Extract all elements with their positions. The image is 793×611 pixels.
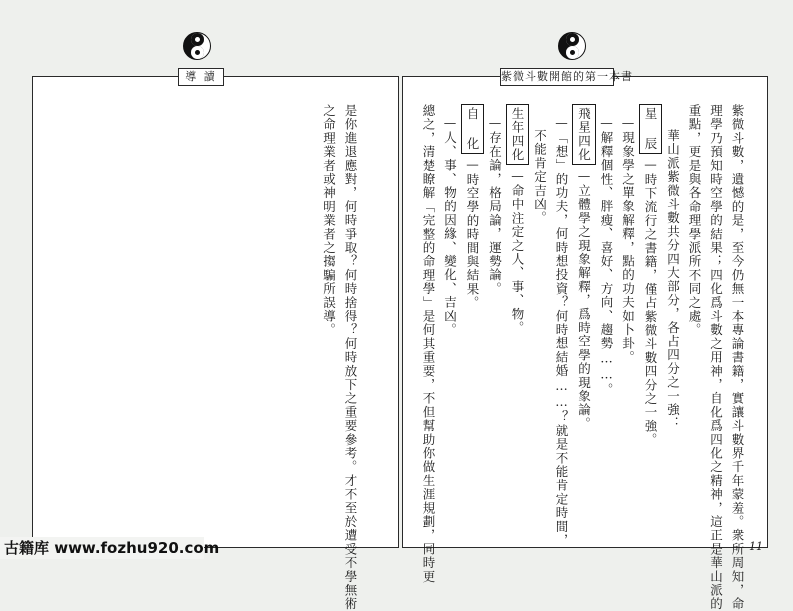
yin-yang-icon [183,32,211,60]
column-text: —命中注定之人、事、物。 [510,167,525,335]
column-text: —人、事、物的因緣、變化、吉凶。 [442,115,458,337]
right_page-text-column [439,104,461,534]
right_page-text-column [727,104,749,611]
right_page-text-column [662,104,684,534]
yin-yang-icon [558,32,586,60]
column-text: —時下流行之書籍，僅占紫微斗數四分之一強。 [643,156,658,447]
column-text: 紫微斗數，遺憾的是，至今仍無一本專論書籍，實讓斗數界千年蒙羞。衆所周知，命 [730,104,745,611]
right_page-text-column [572,104,596,534]
page-number: 11 [749,540,763,553]
right_page-text-column [705,104,727,611]
column-text: 總之，清楚瞭解「完整的命理學」是何其重要，不但幫助你做生涯規劃，同時更 [421,104,436,584]
right_page-text-column [484,104,506,534]
column-text: —現象學之單象解釋，點的功夫如卜卦。 [620,115,636,365]
right_page-text-column [639,104,663,534]
site-watermark: 古籍库 www.fozhu920.com [0,537,204,559]
right_page-text-column [529,104,551,534]
right_page-text-column [461,104,485,534]
left_page-text-column [340,104,362,611]
right_page-text-column [684,104,706,534]
column-text: —解釋個性、胖瘦、喜好、方向、趨勢……。 [599,115,614,397]
column-text: 華山派紫微斗數共分四大部分，各占四分之一強： [665,129,681,431]
column-text: 之命理業者或神明業者之搊騙所誤導。 [321,104,337,337]
column-text: —立體學之現象解釋，爲時空學的現象論。 [576,167,592,431]
right-page-body [418,104,748,611]
column-text: 重點，更是與各命理學派所不同之處。 [687,104,702,337]
column-text: —時空學的時間與結果。 [465,156,480,310]
right_page-text-column [506,104,530,534]
column-text: 是你進退應對，何時爭取？何時捨得？何時放下之重要參考。才不至於遭受不學無術 [343,104,358,611]
right_page-text-column [596,104,618,534]
section-heading-box: 星 辰 [639,104,663,154]
right_page-text-column [551,104,573,548]
section-heading-box: 飛星四化 [572,104,596,165]
right-page-header: 紫微斗數開館的第一本書 [500,68,614,86]
left-page-body [281,104,361,611]
right_page-text-column [418,104,440,584]
right_page-text-column [617,104,639,534]
section-heading-box: 生年四化 [506,104,530,165]
left-page-header: 導 讀 [178,68,224,86]
section-heading-box: 自 化 [461,104,485,154]
column-text: 理學乃預知時空學的結果；四化爲斗數之用神，自化爲四化之精神，這正是華山派的 [708,104,724,611]
column-text: 不能肯定吉凶。 [532,129,548,225]
column-text: —存在論，格局論，運勢論。 [487,115,503,296]
column-text: —「想」的功夫，何時想投資？何時想結婚……？就是不能肯定時間， [554,115,569,548]
left_page-text-column [318,104,340,534]
